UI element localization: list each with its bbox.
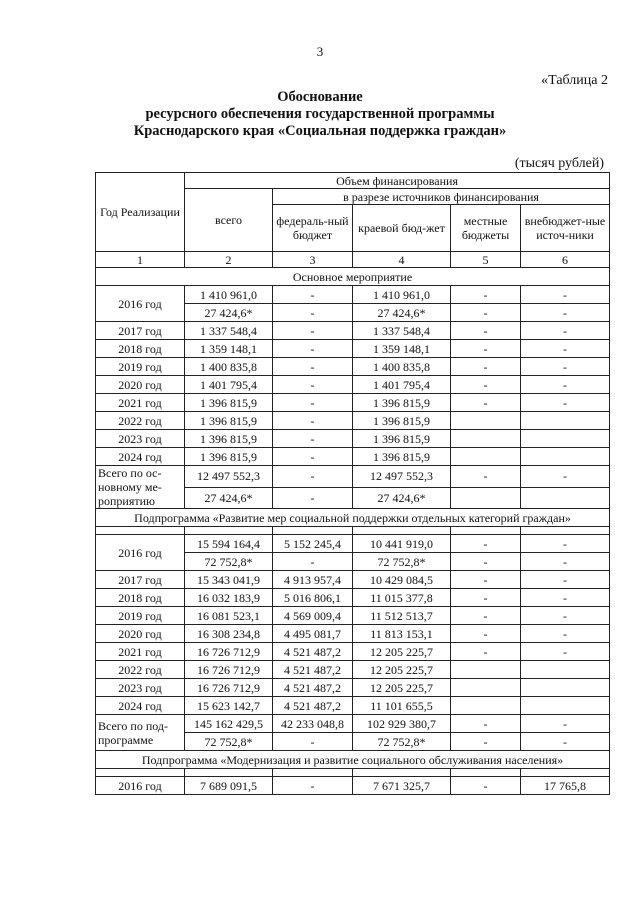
federal-cell: 4 495 081,7 [273, 625, 353, 643]
local-cell: - [451, 625, 521, 643]
table-row [96, 661, 610, 679]
extra-budget-cell: - [521, 715, 610, 733]
title-line-2: ресурсного обеспечения государственной программы [145, 106, 495, 122]
extra-budget-cell: - [521, 733, 610, 751]
federal-cell: - [273, 487, 353, 509]
regional-cell: 1 396 815,9 [353, 394, 451, 412]
extra-budget-cell: - [521, 571, 610, 589]
table-row [96, 340, 610, 358]
local-cell: - [451, 553, 521, 571]
federal-cell: 4 521 487,2 [273, 661, 353, 679]
year-cell: 2022 год [96, 661, 185, 679]
extra-budget-cell [521, 487, 610, 509]
local-cell [451, 697, 521, 715]
year-cell: 2021 год [96, 394, 185, 412]
regional-cell: 72 752,8* [353, 733, 451, 751]
regional-cell: 1 396 815,9 [353, 448, 451, 466]
header-by-source: в разрезе источников финансирования [273, 189, 610, 205]
header-local: местные бюджеты [451, 205, 521, 252]
spacer-cell [96, 527, 185, 535]
total-cell: 15 343 041,9 [185, 571, 273, 589]
table-row [96, 679, 610, 697]
column-number: 3 [273, 252, 353, 268]
regional-cell: 1 359 148,1 [353, 340, 451, 358]
year-cell: 2016 год [96, 777, 185, 795]
local-cell [451, 661, 521, 679]
table-row [96, 625, 610, 643]
spacer-cell [96, 769, 185, 777]
section-title-row [96, 751, 610, 769]
regional-cell: 12 205 225,7 [353, 679, 451, 697]
spacer-row [96, 527, 610, 535]
year-cell: 2019 год [96, 607, 185, 625]
total-cell: 72 752,8* [185, 553, 273, 571]
funding-table [95, 172, 610, 795]
header-funding-volume: Объем финансирования [185, 173, 610, 189]
header-year: Год Реализации [96, 173, 185, 252]
extra-budget-cell: - [521, 394, 610, 412]
spacer-cell [353, 527, 451, 535]
extra-budget-cell: - [521, 607, 610, 625]
regional-cell: 12 205 225,7 [353, 661, 451, 679]
regional-cell: 12 205 225,7 [353, 643, 451, 661]
total-cell: 1 359 148,1 [185, 340, 273, 358]
table-row [96, 643, 610, 661]
total-cell: 1 410 961,0 [185, 286, 273, 304]
federal-cell: - [273, 394, 353, 412]
header-total: всего [185, 189, 273, 252]
regional-cell: 1 410 961,0 [353, 286, 451, 304]
year-cell: 2017 год [96, 571, 185, 589]
table-row [96, 286, 610, 304]
federal-cell: - [273, 340, 353, 358]
federal-cell: 4 913 957,4 [273, 571, 353, 589]
year-cell: Всего по под-программе [96, 715, 185, 751]
table-label: «Таблица 2 [541, 73, 608, 88]
extra-budget-cell [521, 448, 610, 466]
spacer-cell [353, 769, 451, 777]
section-title: Основное мероприятие [96, 268, 610, 286]
total-cell: 27 424,6* [185, 304, 273, 322]
extra-budget-cell: - [521, 322, 610, 340]
extra-budget-cell: - [521, 466, 610, 488]
header-federal: федераль-ный бюджет [273, 205, 353, 252]
year-cell: 2024 год [96, 697, 185, 715]
spacer-cell [273, 527, 353, 535]
extra-budget-cell: - [521, 286, 610, 304]
column-number: 2 [185, 252, 273, 268]
regional-cell: 102 929 380,7 [353, 715, 451, 733]
year-cell: 2020 год [96, 625, 185, 643]
units-label: (тысяч рублей) [514, 156, 604, 171]
table-row [96, 430, 610, 448]
regional-cell: 10 429 084,5 [353, 571, 451, 589]
table-row [96, 394, 610, 412]
table-row [96, 571, 610, 589]
local-cell: - [451, 286, 521, 304]
extra-budget-cell: - [521, 535, 610, 553]
spacer-cell [273, 769, 353, 777]
table-header [96, 173, 610, 268]
total-cell: 1 400 835,8 [185, 358, 273, 376]
local-cell: - [451, 304, 521, 322]
section-title-row [96, 509, 610, 527]
regional-cell: 1 401 795,4 [353, 376, 451, 394]
local-cell: - [451, 607, 521, 625]
total-cell: 27 424,6* [185, 487, 273, 509]
table-row [96, 376, 610, 394]
local-cell: - [451, 571, 521, 589]
section-title: Подпрограмма «Модернизация и развитие социального обслуживания населения» [96, 751, 610, 769]
total-row [96, 466, 610, 488]
extra-budget-cell [521, 412, 610, 430]
spacer-cell [451, 769, 521, 777]
local-cell: - [451, 535, 521, 553]
total-cell: 7 689 091,5 [185, 777, 273, 795]
column-number: 4 [353, 252, 451, 268]
year-cell: 2018 год [96, 589, 185, 607]
table-row [96, 322, 610, 340]
section-title: Подпрограмма «Развитие мер социальной поддержки отдельных категорий граждан» [96, 509, 610, 527]
local-cell [451, 412, 521, 430]
year-cell: 2016 год [96, 286, 185, 322]
total-cell: 1 337 548,4 [185, 322, 273, 340]
total-cell: 1 396 815,9 [185, 430, 273, 448]
federal-cell: 5 016 806,1 [273, 589, 353, 607]
year-cell: 2024 год [96, 448, 185, 466]
title-line-1: Обоснование [277, 89, 363, 105]
federal-cell: 4 521 487,2 [273, 697, 353, 715]
local-cell: - [451, 394, 521, 412]
federal-cell: - [273, 358, 353, 376]
total-row [96, 715, 610, 733]
extra-budget-cell [521, 697, 610, 715]
local-cell: - [451, 643, 521, 661]
column-number: 5 [451, 252, 521, 268]
federal-cell: - [273, 777, 353, 795]
extra-budget-cell: - [521, 376, 610, 394]
total-cell: 1 396 815,9 [185, 394, 273, 412]
local-cell: - [451, 340, 521, 358]
year-cell: 2023 год [96, 679, 185, 697]
federal-cell: - [273, 448, 353, 466]
total-cell: 72 752,8* [185, 733, 273, 751]
federal-cell: 5 152 245,4 [273, 535, 353, 553]
extra-budget-cell [521, 430, 610, 448]
federal-cell: - [273, 430, 353, 448]
federal-cell: - [273, 376, 353, 394]
federal-cell: 4 521 487,2 [273, 679, 353, 697]
extra-budget-cell: - [521, 340, 610, 358]
total-cell: 16 308 234,8 [185, 625, 273, 643]
federal-cell: - [273, 412, 353, 430]
regional-cell: 1 396 815,9 [353, 412, 451, 430]
regional-cell: 10 441 919,0 [353, 535, 451, 553]
column-number: 6 [521, 252, 610, 268]
table-row [96, 589, 610, 607]
regional-cell: 7 671 325,7 [353, 777, 451, 795]
page-number: 3 [316, 44, 324, 59]
total-cell: 1 401 795,4 [185, 376, 273, 394]
total-cell: 16 032 183,9 [185, 589, 273, 607]
local-cell: - [451, 358, 521, 376]
total-cell: 1 396 815,9 [185, 412, 273, 430]
total-cell: 15 623 142,7 [185, 697, 273, 715]
regional-cell: 27 424,6* [353, 487, 451, 509]
federal-cell: - [273, 733, 353, 751]
local-cell: - [451, 322, 521, 340]
column-number: 1 [96, 252, 185, 268]
title-line-3: Краснодарского края «Социальная поддержка граждан» [133, 123, 507, 139]
federal-cell: 4 521 487,2 [273, 643, 353, 661]
federal-cell: - [273, 553, 353, 571]
table-row [96, 607, 610, 625]
total-cell: 16 081 523,1 [185, 607, 273, 625]
year-cell: 2023 год [96, 430, 185, 448]
table-row [96, 777, 610, 795]
extra-budget-cell: 17 765,8 [521, 777, 610, 795]
year-cell: 2019 год [96, 358, 185, 376]
local-cell: - [451, 715, 521, 733]
regional-cell: 27 424,6* [353, 304, 451, 322]
table-row [96, 535, 610, 553]
section-title-row [96, 268, 610, 286]
total-cell: 12 497 552,3 [185, 466, 273, 488]
extra-budget-cell: - [521, 358, 610, 376]
local-cell [451, 448, 521, 466]
regional-cell: 1 400 835,8 [353, 358, 451, 376]
federal-cell: 42 233 048,8 [273, 715, 353, 733]
regional-cell: 1 396 815,9 [353, 430, 451, 448]
table-body [96, 268, 610, 795]
local-cell: - [451, 376, 521, 394]
federal-cell: - [273, 466, 353, 488]
local-cell: - [451, 777, 521, 795]
spacer-row [96, 769, 610, 777]
local-cell [451, 487, 521, 509]
federal-cell: - [273, 304, 353, 322]
year-cell: 2022 год [96, 412, 185, 430]
regional-cell: 11 512 513,7 [353, 607, 451, 625]
total-cell: 15 594 164,4 [185, 535, 273, 553]
federal-cell: - [273, 322, 353, 340]
table-row [96, 412, 610, 430]
regional-cell: 12 497 552,3 [353, 466, 451, 488]
table-row [96, 697, 610, 715]
spacer-cell [451, 527, 521, 535]
local-cell [451, 430, 521, 448]
extra-budget-cell: - [521, 589, 610, 607]
total-cell: 145 162 429,5 [185, 715, 273, 733]
extra-budget-cell [521, 679, 610, 697]
spacer-cell [521, 527, 610, 535]
total-cell: 16 726 712,9 [185, 661, 273, 679]
local-cell: - [451, 733, 521, 751]
local-cell: - [451, 589, 521, 607]
federal-cell: - [273, 286, 353, 304]
year-cell: Всего по ос-новному ме-роприятию [96, 466, 185, 509]
local-cell: - [451, 466, 521, 488]
regional-cell: 1 337 548,4 [353, 322, 451, 340]
extra-budget-cell: - [521, 643, 610, 661]
extra-budget-cell: - [521, 625, 610, 643]
spacer-cell [185, 527, 273, 535]
year-cell: 2017 год [96, 322, 185, 340]
year-cell: 2016 год [96, 535, 185, 571]
regional-cell: 11 813 153,1 [353, 625, 451, 643]
year-cell: 2021 год [96, 643, 185, 661]
header-extra: внебюджет-ные источ-ники [521, 205, 610, 252]
federal-cell: 4 569 009,4 [273, 607, 353, 625]
header-regional: краевой бюд-жет [353, 205, 451, 252]
total-cell: 1 396 815,9 [185, 448, 273, 466]
regional-cell: 72 752,8* [353, 553, 451, 571]
table-row [96, 448, 610, 466]
year-cell: 2018 год [96, 340, 185, 358]
local-cell [451, 679, 521, 697]
total-cell: 16 726 712,9 [185, 643, 273, 661]
year-cell: 2020 год [96, 376, 185, 394]
document-title [0, 89, 640, 140]
extra-budget-cell: - [521, 553, 610, 571]
extra-budget-cell: - [521, 304, 610, 322]
extra-budget-cell [521, 661, 610, 679]
total-cell: 16 726 712,9 [185, 679, 273, 697]
spacer-cell [521, 769, 610, 777]
regional-cell: 11 101 655,5 [353, 697, 451, 715]
regional-cell: 11 015 377,8 [353, 589, 451, 607]
spacer-cell [185, 769, 273, 777]
table-row [96, 358, 610, 376]
